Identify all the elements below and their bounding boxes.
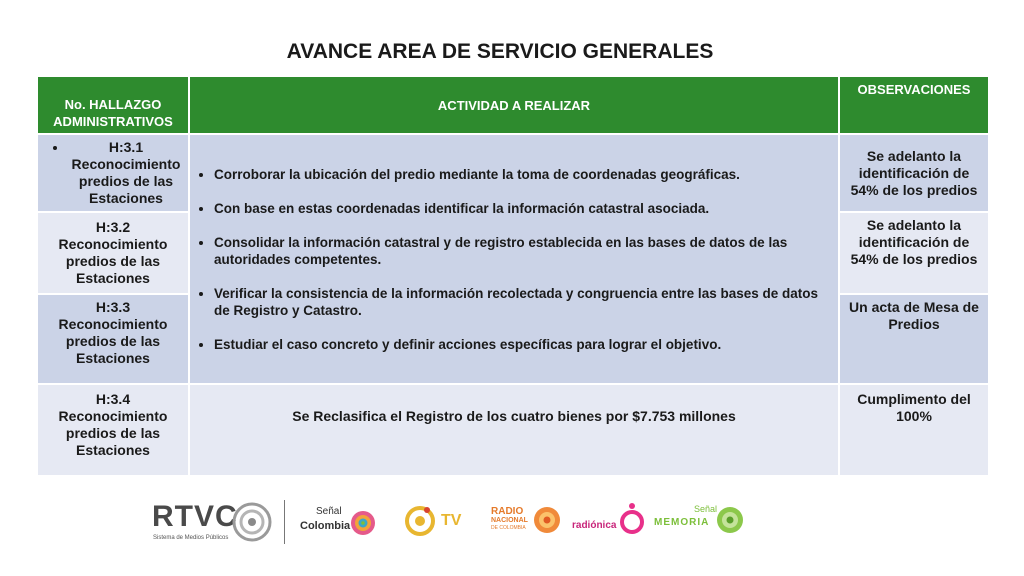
hallazgo-cell bbox=[37, 134, 189, 212]
table-header-row bbox=[37, 76, 989, 134]
actividad-cell: Se Reclasifica el Registro de los cuatro bienes por $7.753 millones bbox=[189, 384, 839, 476]
tv-label: TV bbox=[441, 512, 462, 529]
memoria-label: MEMORIA bbox=[654, 517, 710, 528]
radio-label: RADIO bbox=[491, 506, 524, 517]
rtvc-logo bbox=[150, 500, 275, 546]
rtvc-wordmark: RTVC bbox=[152, 500, 238, 533]
hallazgo-cell: H:3.3 Reconocimiento predios de las Estaciones bbox=[37, 294, 189, 384]
senal-colombia-logo bbox=[296, 504, 378, 540]
green-swirl-icon bbox=[716, 506, 744, 534]
header-observaciones: OBSERVACIONES bbox=[839, 76, 989, 134]
observacion-cell: Un acta de Mesa de Predios bbox=[839, 294, 989, 384]
logo-divider bbox=[284, 500, 285, 544]
activity-item: • Corroborar la ubicación del predio mediante la toma de coordenadas geográficas. bbox=[214, 166, 830, 183]
radionica-ring-icon bbox=[620, 502, 644, 534]
activity-item: • Estudiar el caso concreto y definir acciones específicas para lograr el objetivo. bbox=[214, 336, 830, 353]
colombia-label: Colombia bbox=[300, 520, 351, 532]
hallazgo-cell: H:3.4 Reconocimiento predios de las Estaciones bbox=[37, 384, 189, 476]
orange-swirl-icon bbox=[533, 506, 561, 534]
tv-sun-icon bbox=[403, 504, 437, 538]
activity-item: • Con base en estas coordenadas identificar la información catastral asociada. bbox=[214, 200, 830, 217]
activities-cell bbox=[189, 134, 839, 384]
activity-item: • Consolidar la información catastral y de registro establecida en las bases de datos de las autoridades competentes. bbox=[214, 234, 830, 268]
page-title: AVANCE AREA DE SERVICIO GENERALES bbox=[286, 40, 714, 63]
header-actividad: ACTIVIDAD A REALIZAR bbox=[189, 76, 839, 134]
observacion-cell: Cumplimento del 100% bbox=[839, 384, 989, 476]
senal-label: Señal bbox=[316, 506, 342, 517]
radionica-logo bbox=[572, 502, 646, 538]
canal-tv-logo bbox=[403, 504, 467, 538]
de-colombia-label: DE COLOMBIA bbox=[491, 525, 526, 531]
hallazgo-list bbox=[42, 139, 184, 207]
radionica-label: radiónica bbox=[572, 520, 617, 531]
logo-strip bbox=[150, 496, 750, 546]
rtvc-subtitle: Sistema de Medios Públicos bbox=[153, 535, 229, 541]
observacion-cell: Se adelanto la identificación de 54% de los predios bbox=[839, 212, 989, 294]
progress-table bbox=[36, 75, 990, 477]
table-row bbox=[37, 384, 989, 476]
rtvc-swirl-icon bbox=[232, 502, 272, 542]
radio-nacional-logo bbox=[489, 504, 564, 538]
observacion-cell: Se adelanto la identificación de 54% de los predios bbox=[839, 134, 989, 212]
memoria-senal-label: Señal bbox=[694, 504, 718, 514]
colorful-swirl-icon bbox=[350, 510, 376, 536]
hallazgo-item: • H:3.1 Reconocimiento predios de las Estaciones bbox=[68, 139, 184, 207]
hallazgo-cell: H:3.2 Reconocimiento predios de las Estaciones bbox=[37, 212, 189, 294]
nacional-label: NACIONAL bbox=[491, 517, 528, 524]
activity-item: • Verificar la consistencia de la información recolectada y congruencia entre las bases de datos de Registro y Catastro. bbox=[214, 285, 830, 319]
header-hallazgo: No. HALLAZGO ADMINISTRATIVOS bbox=[37, 76, 189, 134]
activities-list bbox=[194, 166, 830, 353]
table-row bbox=[37, 134, 989, 212]
senal-memoria-logo bbox=[654, 504, 746, 538]
